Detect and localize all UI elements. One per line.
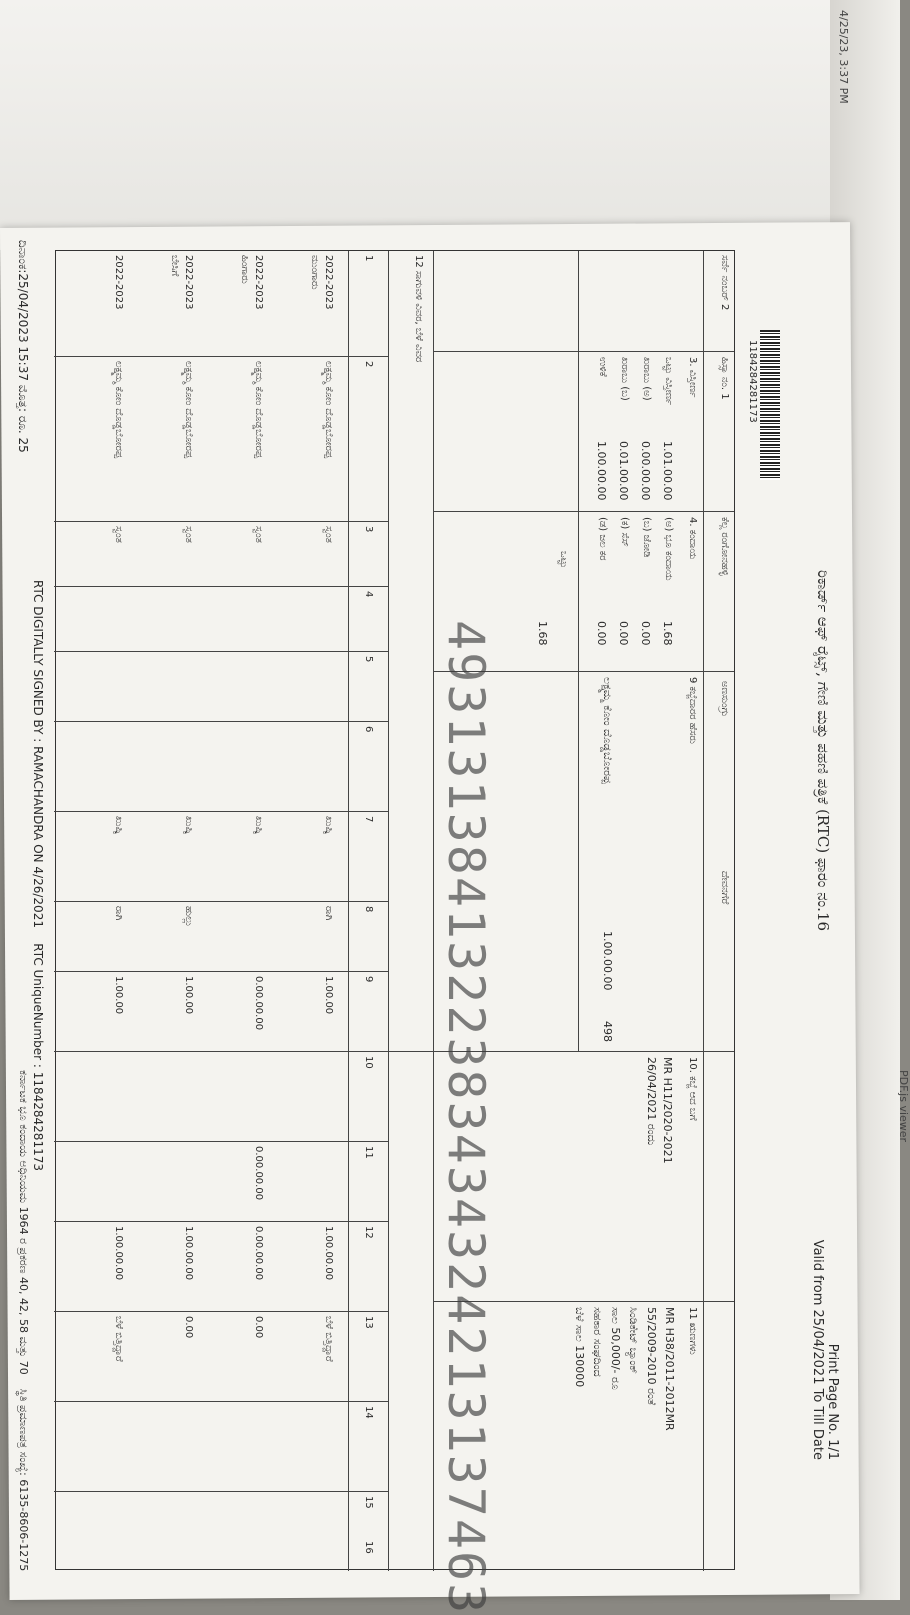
liability-entry: ಸಿಂಡಿಕೇಟ್ ಬ್ಯಾಂಕ್ (627, 1307, 640, 1374)
crop-note: 0.00 (183, 1316, 194, 1339)
footer-date: ದಿನಾಂಕ:25/04/2023 15:37 ಮೊತ್ತ: ರೂ. 25 (16, 240, 30, 453)
certificate-number: ಸ್ಥಿತಿ ಪ್ರಮಾಣಪತ್ರ ಸಂಖ್ಯೆ: 6135-8606-1275 (17, 1388, 30, 1572)
liability-entry: ಬೆಳೆ ಸಾಲ 130000 (573, 1307, 586, 1388)
column-number: 3 (363, 526, 374, 533)
valid-from: Valid from 25/04/2021 To Till Date (810, 1239, 825, 1460)
column-number: 8 (363, 906, 374, 913)
owner-mr-number: 498 (601, 1021, 614, 1042)
area-row-label: ಉಳಿಕೆ (597, 357, 608, 377)
crop-cultivator: ಲಕ್ಷ್ಮಮ್ಮ ಕೋಂ ದೊಡ್ಡಬೋರಪ್ಪ (113, 361, 124, 459)
crop-area: 1.00.00 (183, 976, 194, 1015)
column-number: 9 (363, 976, 374, 983)
unique-number: RTC UniqueNumber : 1184284281173 (31, 943, 45, 1171)
crop-name: ರಾಗಿ (113, 906, 124, 921)
column-number: 11 (363, 1146, 374, 1159)
crop-land-type: ಖುಷ್ಕಿ (113, 816, 124, 835)
rtc-table (55, 250, 735, 1570)
crop-name: ರಾಗಿ (323, 906, 334, 921)
revenue-row-label: (ಅ) ಭೂ ಕಂದಾಯ (663, 517, 674, 581)
document-title: ರಿಕಾರ್ಡ್ ಆಫ್ ರೈಟ್ಸ್, ಗೇಣಿ ಮತ್ತು ಪಹಣಿ ಪತ್ರಿಕೆ (RTC) ಫಾರಂ ನಂ.16 (814, 570, 832, 932)
crop-area: 0.00.00.00 (253, 1226, 264, 1281)
revenue-row-label: (ಕ) ಸೆಸ್ (619, 517, 630, 547)
revenue-row-value: 1.68 (661, 621, 674, 646)
watermark-number: 4931313841322383434324213137463 (437, 620, 495, 1615)
crop-tenure: ಸ್ವಂತ (183, 526, 194, 543)
revenue-row-value: 0.00 (595, 621, 608, 646)
page-number: Print Page No. 1/1 (825, 1343, 840, 1460)
crop-area: 1.00.00 (113, 976, 124, 1015)
owner-area: 1.00.00.00 (601, 931, 614, 991)
revenue-row-value: 0.00 (617, 621, 630, 646)
crop-note: 0.00 (253, 1316, 264, 1339)
mutation-heading: 10. ಕಬ್ಜೆ ಆದ ಬಗೆ (687, 1057, 698, 1121)
page-info (810, 1240, 840, 1460)
column-number: 1 (363, 255, 374, 262)
revenue-row-label: (ಬ) ಜೋಡಿ (641, 517, 652, 558)
crop-cultivator: ಲಕ್ಷ್ಮಮ್ಮ ಕೋಂ ದೊಡ್ಡಬೋರಪ್ಪ (253, 361, 264, 459)
crop-tenure: ಸ್ವಂತ (323, 526, 334, 543)
revenue-heading: 4. ಕಂದಾಯ (687, 517, 698, 560)
liability-entry: MR H38/2011-2012MR (663, 1307, 676, 1431)
mutation-entry: 26/04/2021 ರಂದು (645, 1057, 658, 1146)
area-row-label: ಒಟ್ಟು ವಿಸ್ತೀರ್ಣ (663, 357, 674, 406)
crop-area: 1.00.00 (323, 976, 334, 1015)
column-number: 10 (363, 1056, 374, 1069)
district-label: ದೇವನಗೆರೆ (719, 871, 730, 905)
owners-heading: 9 ಕಬ್ಜೆದಾರರ ಹೆಸರು (687, 677, 698, 744)
background-sheet (0, 0, 900, 250)
column-number: 14 (363, 1406, 374, 1419)
crop-season: ಮುಂಗಾರು (309, 255, 320, 290)
crop-note: ಬೆಳೆ ಬಿತ್ತಿದ್ದಾರೆ (113, 1316, 124, 1362)
crop-area: 0.00.00.00 (253, 976, 264, 1031)
liability-entry: ಸಾಲ 50,000/- ರೂ (609, 1307, 622, 1390)
area-row-label: ಖರಾಬು (ಬ) (619, 357, 630, 401)
crop-area: 1.00.00.00 (323, 1226, 334, 1281)
column-number: 7 (363, 816, 374, 823)
area-row-value: 0.01.00.00 (617, 441, 630, 501)
area-heading: 3. ವಿಸ್ತೀರ್ಣ (687, 357, 698, 398)
owner-name: ಲಕ್ಷ್ಮಮ್ಮ ಕೋಂ ದೊಡ್ಡಬೋರಪ್ಪ (601, 677, 614, 784)
crop-year: 2022-2023 (253, 255, 264, 310)
crop-year: 2022-2023 (323, 255, 334, 310)
crop-heading: 12 ಸಾಗುವಳಿ ವಿವರ, ಬೆಳೆ ವಿವರ (413, 255, 424, 363)
crop-season: ಬೇಸಿಗೆ (169, 255, 180, 277)
column-number: 12 (363, 1226, 374, 1239)
area-row-label: ಖರಾಬು (ಅ) (641, 357, 652, 401)
digital-signature-line (31, 580, 45, 1171)
barcode-number: 1184284281173 (747, 340, 758, 423)
taluk-label: ಅಣಸುಂಗ್ರು (719, 681, 730, 717)
survey-label: ಸರ್ವೆ ನಂಬರ್ 2 (719, 255, 730, 311)
liability-entry: 55/2009-2010 ರಂತೆ (645, 1307, 658, 1406)
viewer-label: PDF.js viewer (897, 1070, 910, 1143)
footer-legal (16, 1070, 30, 1571)
column-number: 5 (363, 656, 374, 663)
liabilities-heading: 11 ಋಣಗಳು (687, 1307, 698, 1355)
revenue-row-label: (ಡ) ಜಲ ಕರ (597, 517, 608, 561)
column-number: 13 (363, 1316, 374, 1329)
mutation-entry: MR H11/2020-2021 (661, 1057, 674, 1164)
crop-year: 2022-2023 (113, 255, 124, 310)
signed-by: RTC DIGITALLY SIGNED BY : RAMACHANDRA ON 4/26/2021 (31, 580, 45, 928)
crop-tenure: ಸ್ವಂತ (113, 526, 124, 543)
crop-area: 1.00.00.00 (183, 1226, 194, 1281)
crop-land-type: ಖುಷ್ಕಿ (323, 816, 334, 835)
column-number: 15 (363, 1496, 374, 1509)
revenue-row-value: 0.00 (639, 621, 652, 646)
crop-land-type: ಖುಷ್ಕಿ (253, 816, 264, 835)
crop-cultivator: ಲಕ್ಷ್ಮಮ್ಮ ಕೋಂ ದೊಡ್ಡಬೋರಪ್ಪ (323, 361, 334, 459)
column-number: 16 (363, 1541, 374, 1554)
revenue-total-label: ಒಟ್ಟು (558, 551, 569, 569)
crop-name: ಹುಲ್ಲು (183, 906, 194, 927)
crop-year: 2022-2023 (183, 255, 194, 310)
crop-land-type: ಖುಷ್ಕಿ (183, 816, 194, 835)
crop-season: ಹಿಂಗಾರು (239, 255, 250, 284)
crop-area: 0.00.00.00 (253, 1146, 264, 1201)
revenue-total: 1.68 (536, 621, 549, 646)
crop-area: 1.00.00.00 (113, 1226, 124, 1281)
rtc-form-rotated (16, 10, 910, 1615)
village-label: ಕೆಲ್ಲ ರಂಗೋನಹಳ್ಳಿ (719, 517, 730, 576)
barcode-image (760, 330, 780, 480)
crop-note: ಬೆಳೆ ಬಿತ್ತಿದ್ದಾರೆ (323, 1316, 334, 1362)
liability-entry: ಸಹಕಾರ ಸಂಘದಿಂದ (591, 1307, 604, 1377)
column-number: 4 (363, 591, 374, 598)
column-number: 6 (363, 726, 374, 733)
crop-cultivator: ಲಕ್ಷ್ಮಮ್ಮ ಕೋಂ ದೊಡ್ಡಬೋರಪ್ಪ (183, 361, 194, 459)
area-row-value: 1.01.00.00 (661, 441, 674, 501)
area-row-value: 1.00.00.00 (595, 441, 608, 501)
legal-reference: ಕರ್ನಾಟಕ ಭೂ ಕಂದಾಯ ಅಧಿನಿಯಮ 1964 ರ ಪ್ರಕರಣ 40, 42, 58 ಮತ್ತು 70 (17, 1070, 30, 1375)
column-number: 2 (363, 361, 374, 368)
print-timestamp: 4/25/23, 3:37 PM (837, 10, 850, 104)
crop-tenure: ಸ್ವಂತ (253, 526, 264, 543)
area-row-value: 0.00.00.00 (639, 441, 652, 501)
hissa-label: ಹಿಸ್ಸಾ ನಂ. 1 (719, 357, 730, 400)
